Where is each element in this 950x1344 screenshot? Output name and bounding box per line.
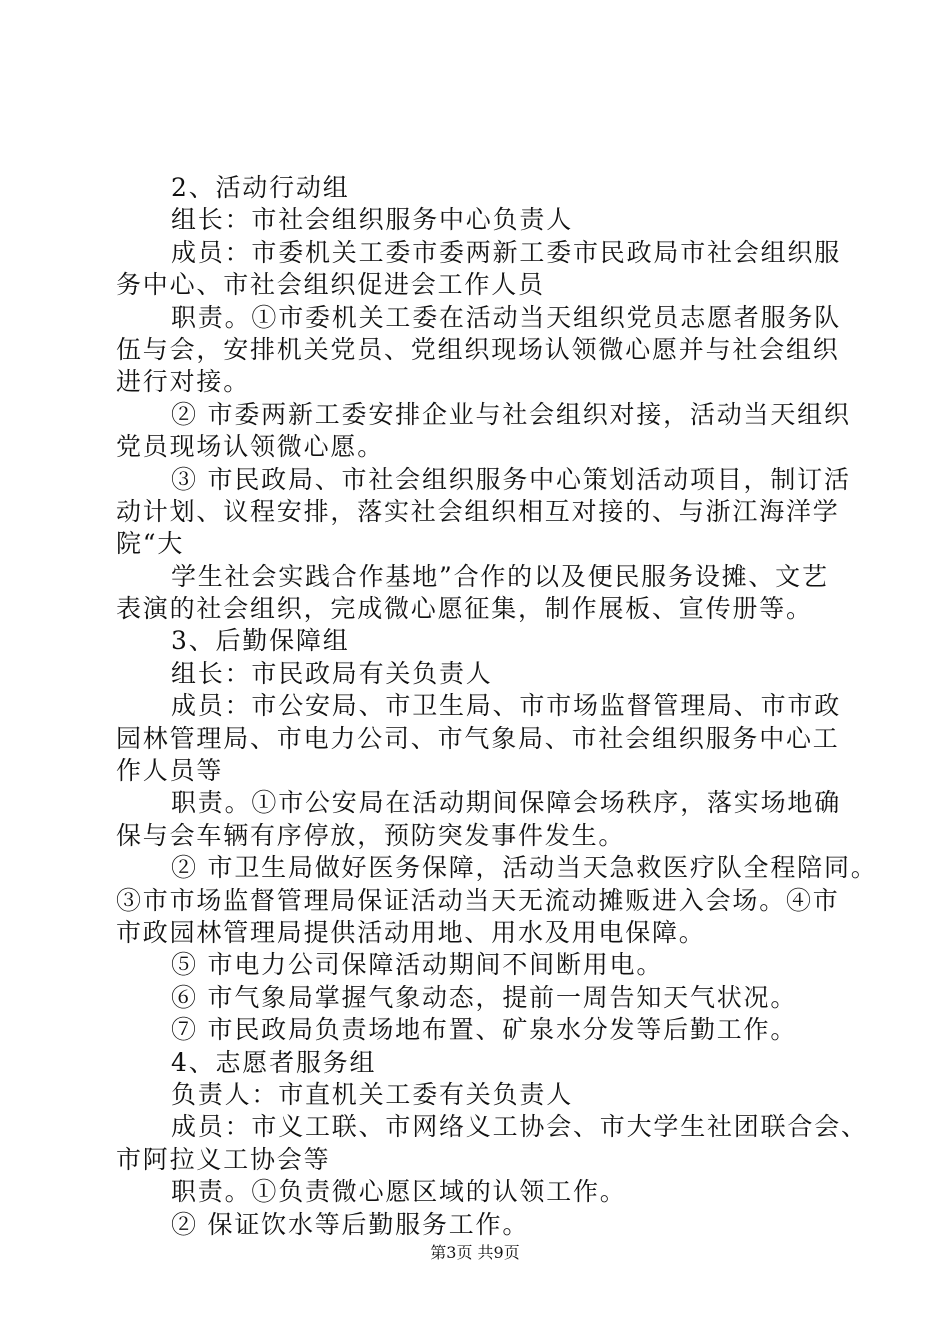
text-line: 务中心、市社会组织促进会工作人员 <box>116 270 545 300</box>
text-line: 成员：市委机关工委市委两新工委市民政局市社会组织服 <box>171 237 842 267</box>
page-footer: 第3页 共9页 <box>430 1243 520 1262</box>
text-line: ③市市场监督管理局保证活动当天无流动摊贩进入会场。④市 <box>116 885 840 915</box>
text-line: 市政园林管理局提供活动用地、用水及用电保障。 <box>116 917 706 947</box>
text-line: ③ 市民政局、市社会组织服务中心策划活动项目，制订活 <box>171 464 851 494</box>
document-body <box>116 172 878 1241</box>
text-line: 党员现场认领微心愿。 <box>116 432 385 462</box>
text-line: 成员：市公安局、市卫生局、市市场监督管理局、市市政 <box>171 691 842 721</box>
text-line: 组长：市社会组织服务中心负责人 <box>171 205 574 235</box>
text-line: 职责。①市委机关工委在活动当天组织党员志愿者服务队 <box>171 302 842 332</box>
text-line: ⑦ 市民政局负责场地布置、矿泉水分发等后勤工作。 <box>171 1015 798 1045</box>
text-line: 3、后勤保障组 <box>171 626 350 656</box>
text-line: 动计划、议程安排，落实社会组织相互对接的、与浙江海洋学 <box>116 496 840 526</box>
text-line: 职责。①市公安局在活动期间保障会场秩序，落实场地确 <box>171 788 842 818</box>
text-line: 院“大 <box>116 529 185 559</box>
text-line: 2、活动行动组 <box>171 173 350 202</box>
text-line: 负责人：市直机关工委有关负责人 <box>171 1079 574 1109</box>
text-line: ② 市卫生局做好医务保障，活动当天急救医疗队全程陪同。 <box>171 853 878 883</box>
text-line: ② 市委两新工委安排企业与社会组织对接，活动当天组织 <box>171 399 851 429</box>
text-line: 伍与会，安排机关党员、党组织现场认领微心愿并与社会组织 <box>116 334 840 364</box>
text-line: ② 保证饮水等后勤服务工作。 <box>171 1209 530 1239</box>
text-line: 进行对接。 <box>116 367 251 397</box>
text-line: 作人员等 <box>116 756 224 786</box>
text-line: 组长：市民政局有关负责人 <box>171 658 493 688</box>
text-line: 4、志愿者服务组 <box>171 1047 377 1077</box>
text-line: 学生社会实践合作基地”合作的以及便民服务设摊、文艺 <box>171 561 829 591</box>
text-line: 市阿拉义工协会等 <box>116 1144 331 1174</box>
text-line: 保与会车辆有序停放，预防突发事件发生。 <box>116 820 626 850</box>
text-line: ⑥ 市气象局掌握气象动态，提前一周告知天气状况。 <box>171 982 798 1012</box>
text-line: 园林管理局、市电力公司、市气象局、市社会组织服务中心工 <box>116 723 840 753</box>
text-line: 成员：市义工联、市网络义工协会、市大学生社团联合会、 <box>171 1112 868 1142</box>
text-line: ⑤ 市电力公司保障活动期间不间断用电。 <box>171 950 664 980</box>
text-line: 表演的社会组织，完成微心愿征集，制作展板、宣传册等。 <box>116 594 813 624</box>
text-line: 职责。①负责微心愿区域的认领工作。 <box>171 1177 627 1207</box>
